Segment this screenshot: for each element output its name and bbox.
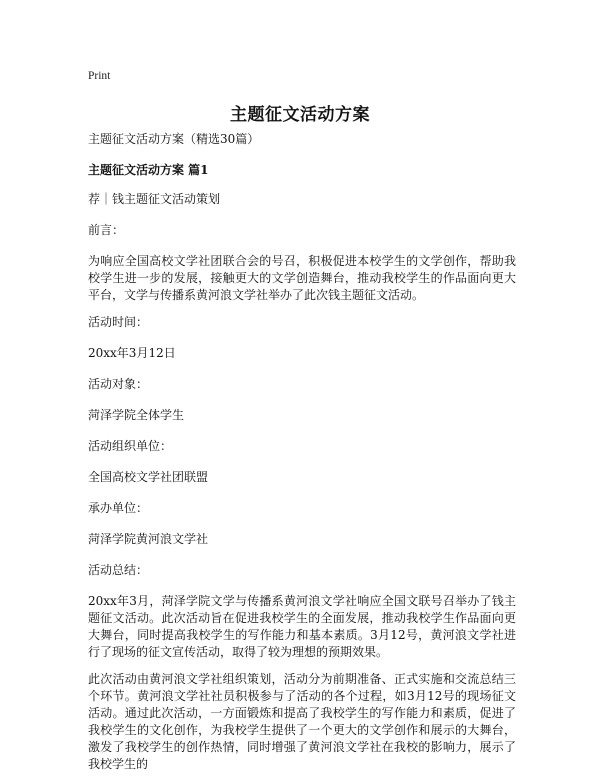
organizer-value: 全国高校文学社团联盟 (88, 470, 209, 484)
print-label: Print (88, 70, 111, 82)
audience-label: 活动对象： (88, 377, 149, 391)
document-title: 主题征文活动方案 (230, 105, 370, 125)
audience-value: 菏泽学院全体学生 (88, 408, 185, 422)
preface-paragraph: 为响应全国高校文学社团联合会的号召，积极促进本校学生的文学创作，帮助我校学生进一步的发展，接触更大的文学创造舞台，推动我校学生的作品面向更大平台，文学与传播系黄河浪文学社举办了此次钱主题征文活动。 (88, 254, 516, 302)
organizer-label: 活动组织单位： (88, 439, 173, 453)
summary-label: 活动总结： (88, 563, 149, 577)
summary-paragraph-2: 此次活动由黄河浪文学社组织策划，活动分为前期准备、正式实施和交流总结三个环节。黄河浪文学社社员积极参与了活动的各个过程，如3月12号的现场征文活动。通过此次活动，一方面锻炼和提高了我校学生的写作能力和素质，促进了我校学生的文化创作，为我校学生提供了一个更大的文学创作和展示的大舞台，激发了我校学生的创作热情，同时增强了黄河浪文学社在我校的影响力，展示了我校学生的 (88, 672, 516, 771)
host-value: 菏泽学院黄河浪文学社 (88, 532, 209, 546)
host-label: 承办单位： (88, 501, 149, 515)
time-label: 活动时间： (88, 315, 149, 329)
subtitle-line: 主题征文活动方案（精选30篇） (88, 132, 260, 146)
preface-label: 前言： (88, 223, 125, 237)
summary-paragraph: 20xx年3月，菏泽学院文学与传播系黄河浪文学社响应全国文联号召举办了钱主题征文活动。此次活动旨在促进我校学生的全面发展，推动我校学生作品面向更大舞台，同时提高我校学生的写作能力和基本素质。3月12号，黄河浪文学社进行了现场的征文宣传活动，取得了较为理想的预期效果。 (88, 594, 516, 659)
section-heading: 主题征文活动方案 篇1 (88, 163, 209, 177)
recommend-line: 荐｜钱主题征文活动策划 (88, 192, 221, 206)
document-body (88, 131, 516, 783)
time-value: 20xx年3月12日 (88, 346, 176, 360)
